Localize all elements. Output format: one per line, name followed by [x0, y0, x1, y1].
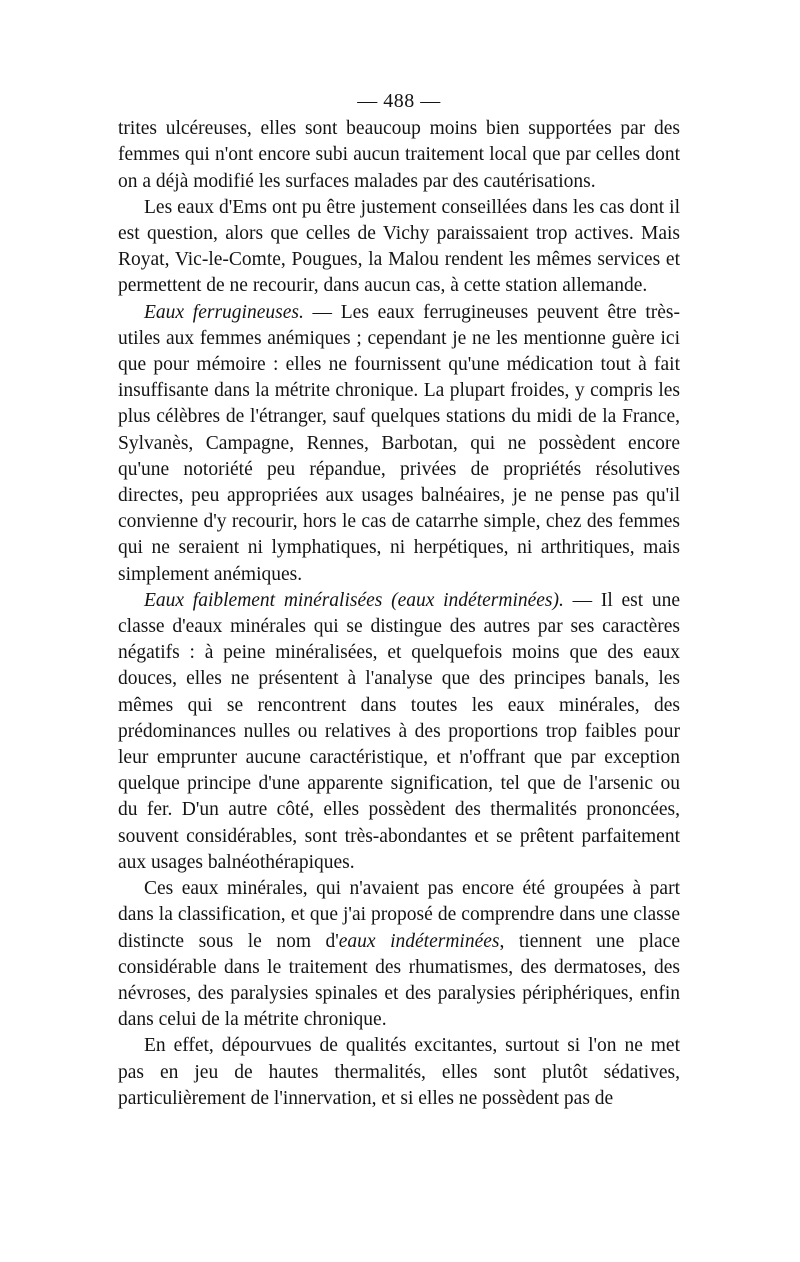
- paragraph-text: En effet, dépourvues de qualités excitantes, surtout si l'on ne met pas en jeu de hautes thermalités, elles sont plutôt sédatives, particulièrement de l'innervation, et si elles ne possèdent pas de: [118, 1035, 680, 1109]
- paragraph-continuation: [118, 116, 680, 195]
- page-number: — 488 —: [357, 90, 441, 112]
- paragraph-text: Les eaux d'Ems ont pu être justement conseillées dans les cas dont il est question, alors que celles de Vichy paraissaient trop actives. Mais Royat, Vic-le-Comte, Pougues, la Malou rendent les mêmes services et permettent de ne recourir, dans aucun cas, à cette station allemande.: [118, 196, 680, 297]
- paragraph-text: trites ulcéreuses, elles sont beaucoup moins bien supportées par des femmes qui n'ont encore subi aucun traitement local que par celles dont on a déjà modifié les surfaces malades par des cautérisations.: [118, 118, 680, 192]
- paragraph-ems: [118, 195, 680, 300]
- paragraph-text: Ces eaux minérales, qui n'avaient pas encore été groupées à part dans la classification, et que j'ai proposé de comprendre dans une classe distincte sous le nom d': [118, 878, 680, 952]
- section-heading: Eaux faiblement minéralisées (eaux indéterminées).: [144, 589, 564, 611]
- section-heading: Eaux ferrugineuses.: [144, 301, 304, 323]
- paragraph-classification: [118, 876, 680, 1033]
- paragraph-text: , tiennent une place considérable dans le traitement des rhumatismes, des dermatoses, des névroses, des paralysies spinales et des paralysies périphériques, enfin dans celui de la métrite chronique.: [118, 930, 680, 1031]
- italic-term: eaux indéterminées: [338, 930, 500, 952]
- paragraph-text: — Il est une classe d'eaux minérales qui se distingue des autres par ses caractères négatifs : à peine minéralisées, et quelquefois moins que des eaux douces, elles ne présentent à l'analyse que des principes banals, les mêmes qui se rencontrent dans toutes les eaux minérales, des prédominances nulles ou relatives à des proportions trop faibles pour leur emprunter aucune caractéristique, et n'offrant que par exception quelque principe d'une apparente signification, tel que de l'arsenic ou du fer. D'un autre côté, elles possèdent des thermalités prononcées, souvent considérables, sont très-abondantes et se prêtent parfaitement aux usages balnéothérapiques.: [118, 589, 680, 873]
- paragraph-eaux-ferrugineuses: [118, 300, 680, 588]
- book-page: [118, 88, 680, 1112]
- paragraph-en-effet: [118, 1033, 680, 1112]
- paragraph-eaux-faiblement-mineralisees: [118, 588, 680, 876]
- paragraph-text: — Les eaux ferrugineuses peuvent être très-utiles aux femmes anémiques ; cependant je ne les mentionne guère ici que pour mémoire : elles ne fournissent qu'une médication tout à fait insuffisante dans la métrite chronique. La plupart froides, y compris les plus célèbres de l'étranger, sauf quelques stations du midi de la France, Sylvanès, Campagne, Rennes, Barbotan, qui ne possèdent encore qu'une notoriété peu répandue, privées de propriétés résolutives directes, peu appropriées aux usages balnéaires, je ne pense pas qu'il convienne d'y recourir, hors le cas de catarrhe simple, chez des femmes qui ne seraient ni lymphatiques, ni herpétiques, ni arthritiques, mais simplement anémiques.: [118, 301, 680, 585]
